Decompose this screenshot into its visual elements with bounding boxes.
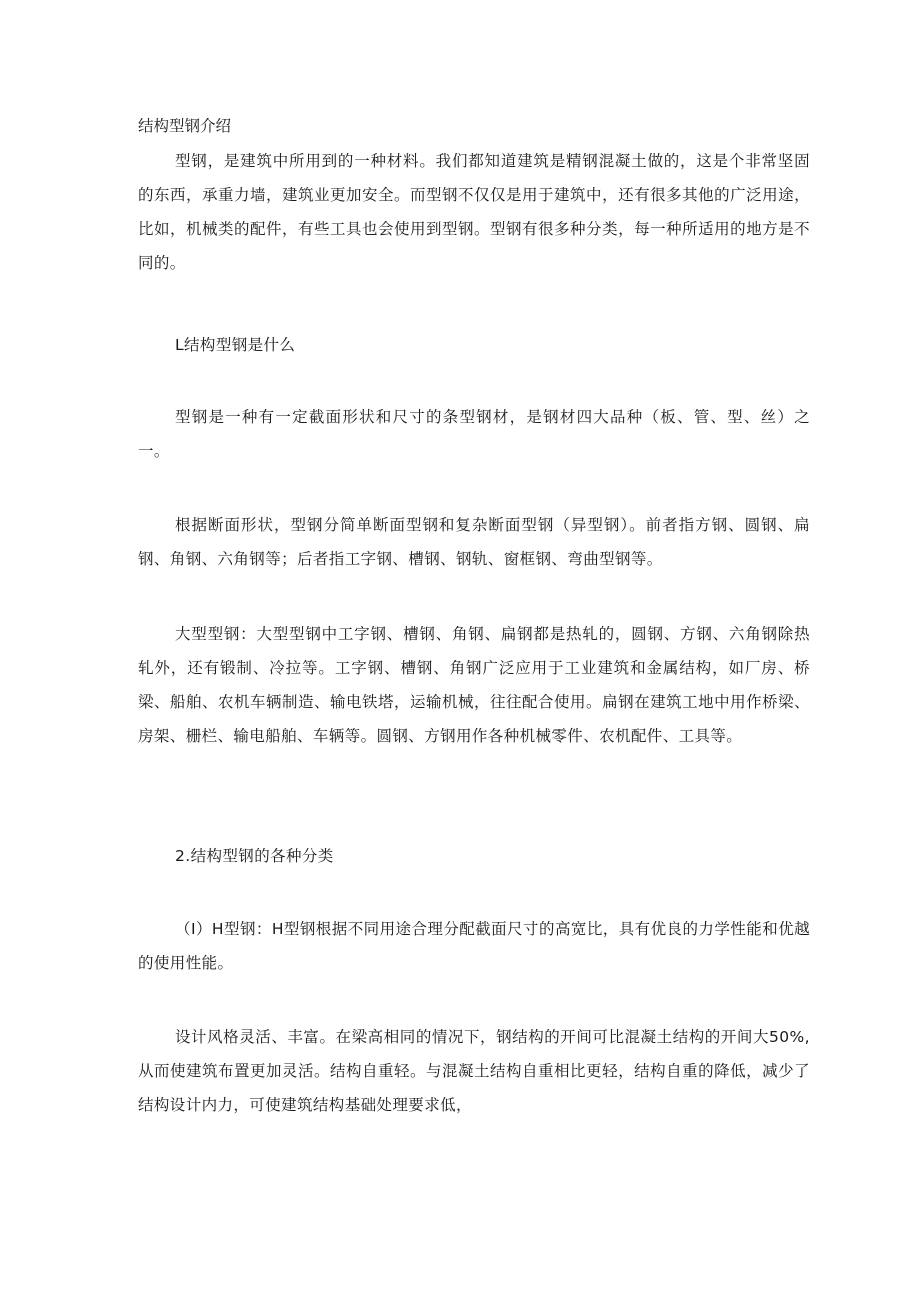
design-paragraph: 设计风格灵活、丰富。在梁高相同的情况下，钢结构的开间可比混凝土结构的开间大50%,从而使建筑布置更加灵活。结构自重轻。与混凝土结构自重相比更轻，结构自重的降低，减少了结构设计内力，可使建筑结构基础处理要求低，: [138, 1028, 810, 1114]
h-steel-paragraph: （I）H型钢：H型钢根据不同用途合理分配截面尺寸的高宽比，具有优良的力学性能和优越的使用性能。: [138, 920, 810, 972]
document-title: 结构型钢介绍: [138, 117, 232, 135]
definition-paragraph: 型钢是一种有一定截面形状和尺寸的条型钢材，是钢材四大品种（板、管、型、丝）之一。: [138, 408, 810, 460]
section-shape-paragraph: 根据断面形状，型钢分简单断面型钢和复杂断面型钢（异型钢）。前者指方钢、圆钢、扁钢、角钢、六角钢等；后者指工字钢、槽钢、钢轨、窗框钢、弯曲型钢等。: [138, 516, 810, 568]
section-heading-what-is: L结构型钢是什么: [175, 336, 296, 354]
section-heading-classification: 2.结构型钢的各种分类: [175, 847, 334, 865]
intro-paragraph: 型钢，是建筑中所用到的一种材料。我们都知道建筑是精钢混凝土做的，这是个非常坚固的东西，承重力墙，建筑业更加安全。而型钢不仅仅是用于建筑中，还有很多其他的广泛用途，比如，机械类的配件，有些工具也会使用到型钢。型钢有很多种分类，每一种所适用的地方是不同的。: [138, 152, 810, 272]
large-steel-paragraph: 大型型钢：大型型钢中工字钢、槽钢、角钢、扁钢都是热轧的，圆钢、方钢、六角钢除热轧外，还有锻制、冷拉等。工字钢、槽钢、角钢广泛应用于工业建筑和金属结构，如厂房、桥梁、船舶、农机车辆制造、输电铁塔，运输机械，往往配合使用。扁钢在建筑工地中用作桥梁、房架、栅栏、输电船舶、车辆等。圆钢、方钢用作各种机械零件、农机配件、工具等。: [138, 625, 810, 745]
